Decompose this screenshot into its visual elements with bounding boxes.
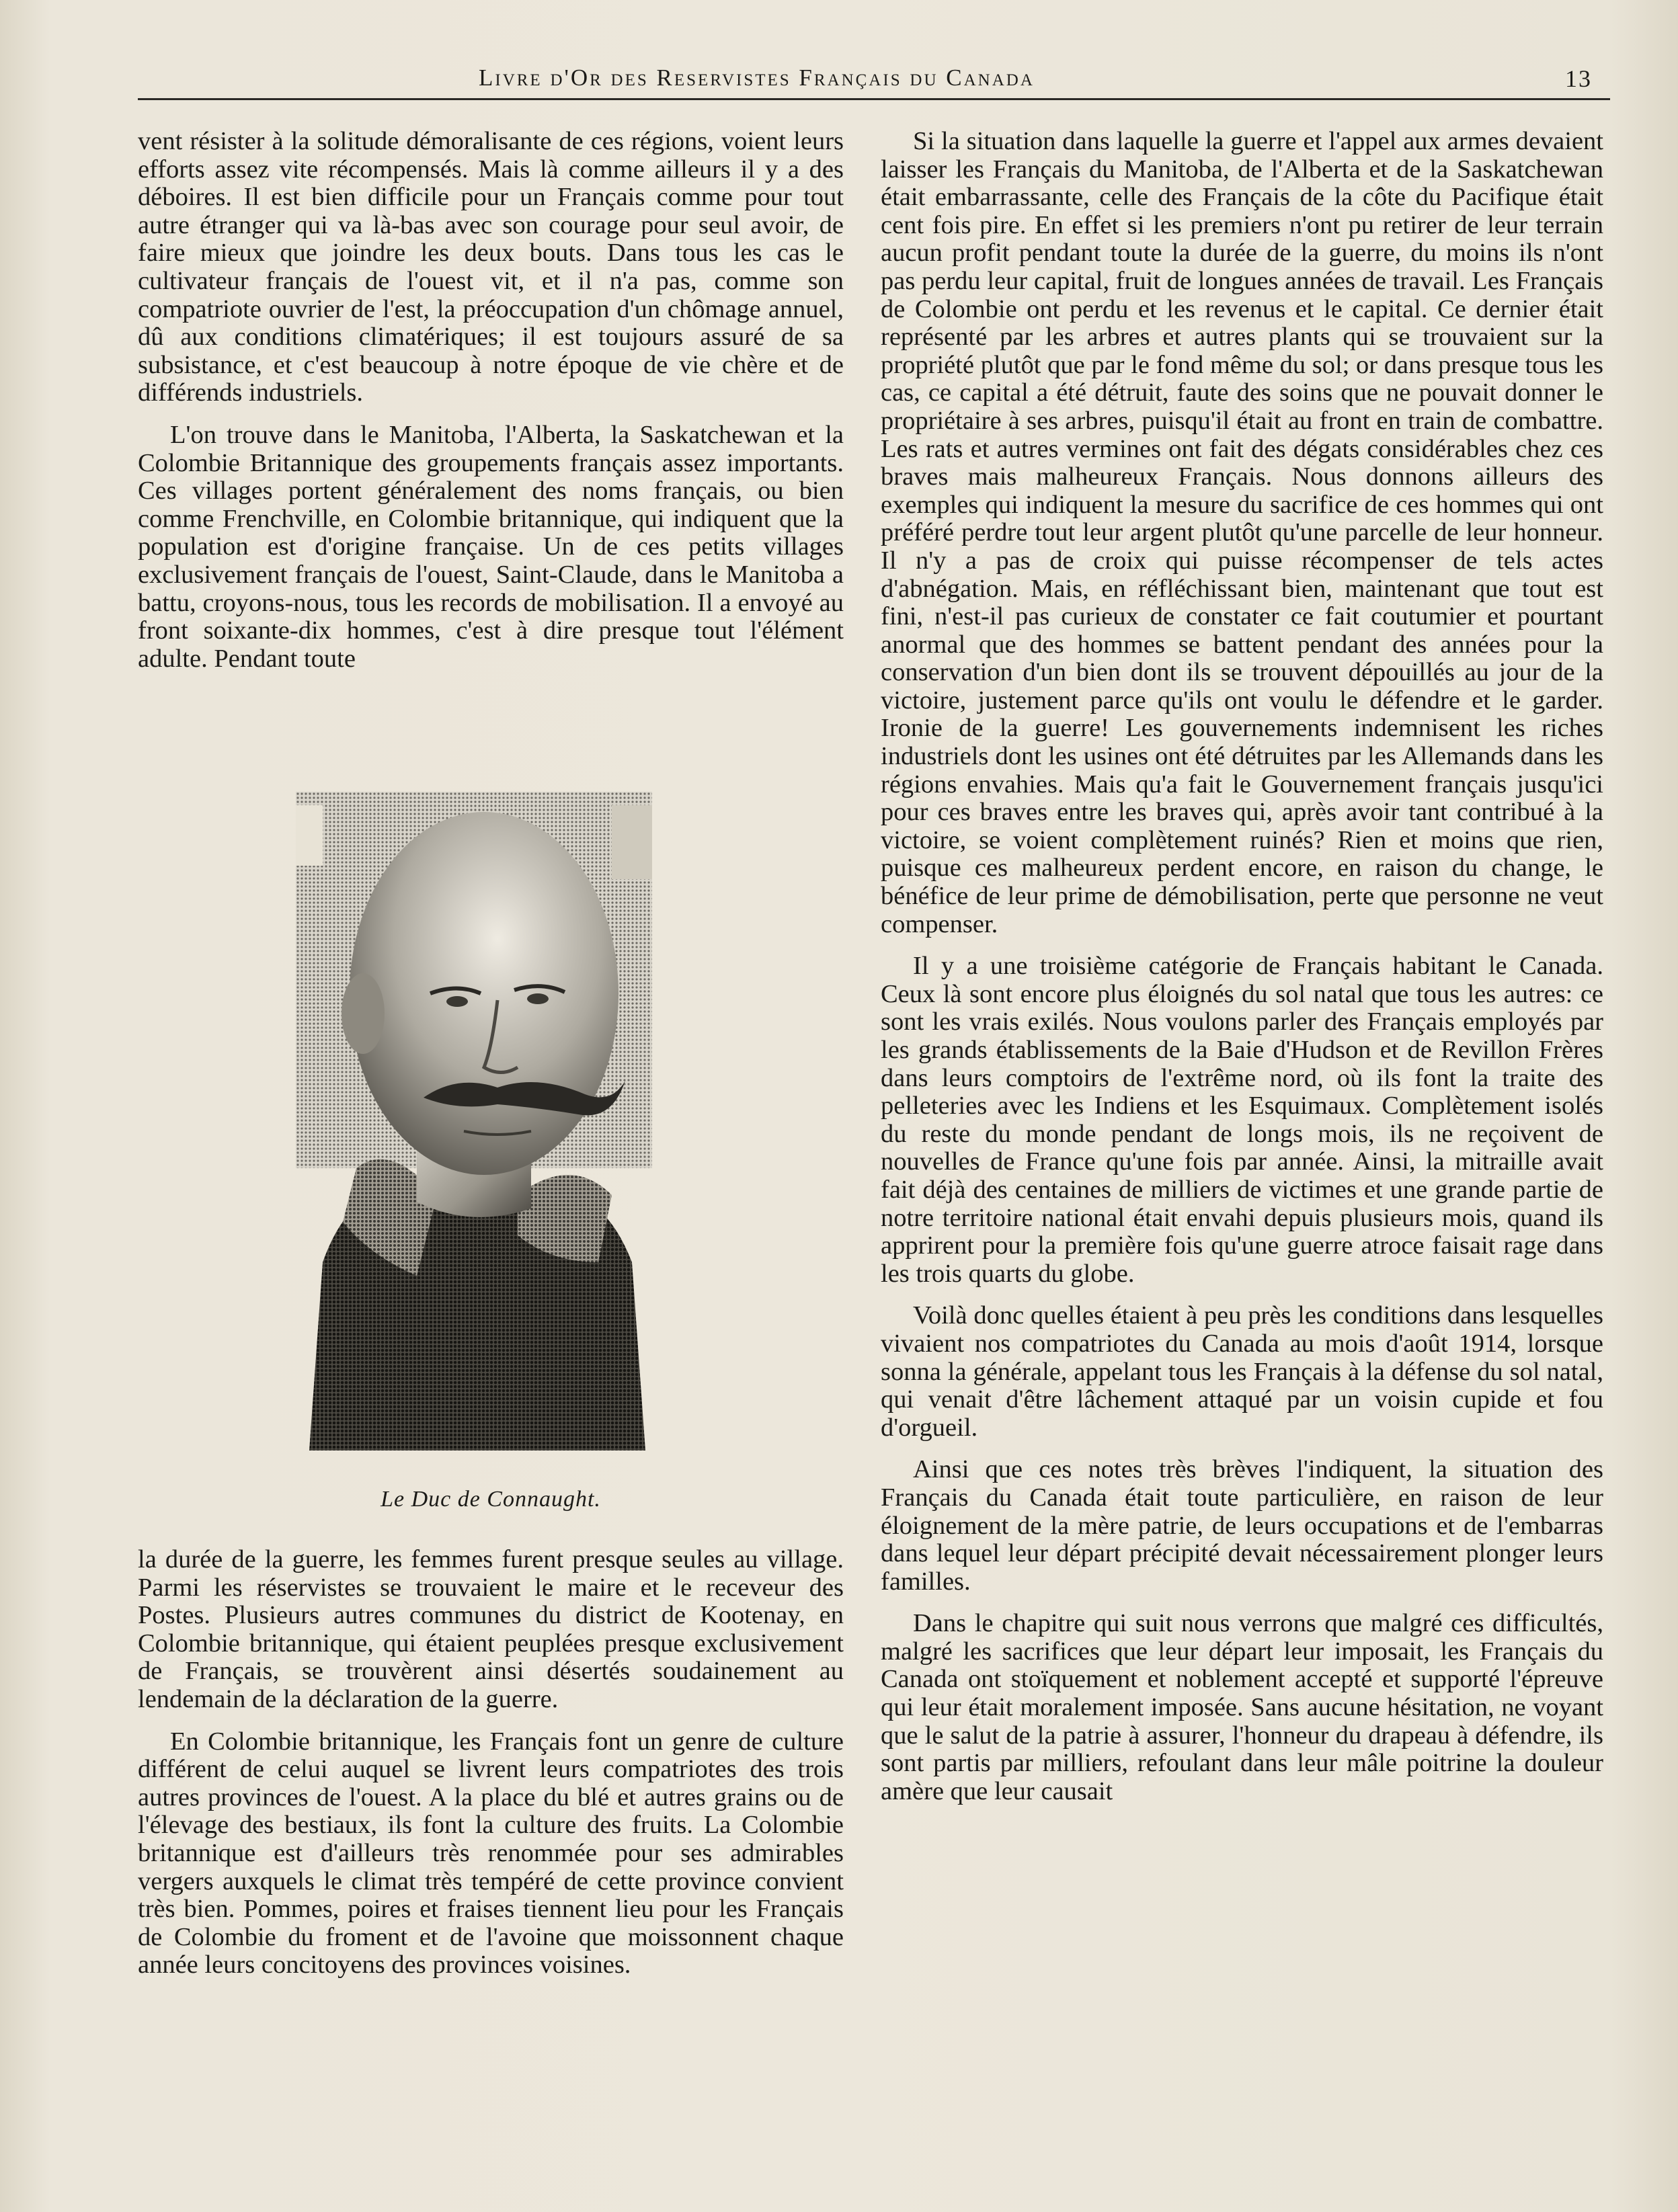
header-rule <box>138 98 1610 100</box>
paragraph: En Colombie britannique, les Français font un genre de culture différent de celui auquel se livrent leurs compatriotes des trois autres provinces de l'ouest. A la place du blé et autres grains ou de l'élevage des bestiaux, ils font la culture des fruits. La Colombie britannique est d'ailleurs très renommée pour ses admirables vergers auxquels le climat très tempéré de cette province convient très bien. Pommes, poires et fraises tiennent lieu pour les Français de Colombie du froment et de l'avoine que moissonnent chaque année leurs concitoyens des provinces voisines. <box>138 1727 844 1979</box>
page-number: 13 <box>1565 65 1592 92</box>
paragraph: Voilà donc quelles étaient à peu près les conditions dans lesquelles vivaient nos compatriotes du Canada au mois d'août 1914, lorsque sonna la générale, appelant tous les Français à la défense du sol natal, qui venait d'être lâchement attaqué par un voisin cupide et fou d'orgueil. <box>881 1301 1603 1442</box>
paragraph: la durée de la guerre, les femmes furent presque seules au village. Parmi les réservistes se trouvaient le maire et le receveur des Postes. Plusieurs autres communes du district de Kootenay, en Colombie britannique, qui étaient peuplées presque exclusivement de Français, se trouvèrent ainsi désertés soudainement au lendemain de la déclaration de la guerre. <box>138 1545 844 1713</box>
left-column-bottom <box>138 1546 844 1994</box>
paragraph: vent résister à la solitude démoralisante de ces régions, voient leurs efforts assez vite récompensés. Mais là comme ailleurs il y a des déboires. Il est bien difficile pour un Français comme pour tout autre étranger qui va là-bas avec son courage pour seul avoir, de faire mieux que joindre les deux bouts. Dans tous les cas le cultivateur français de l'ouest vit, et il n'a pas, comme son compatriote ouvrier de l'est, la préoccupation d'un chômage annuel, dû aux conditions climatériques; il est toujours assuré de sa subsistance, et c'est beaucoup à notre époque de vie chère et de différends industriels. <box>138 127 844 407</box>
paragraph: Il y a une troisième catégorie de Français habitant le Canada. Ceux là sont encore plus éloignés du sol natal que tous les autres: ce sont les vrais exilés. Nous voulons parler des Français employés par les grands établissements de la Baie d'Hudson et de Revillon Frères dans leurs comptoirs de l'extrême nord, où ils font la traite des pelleteries avec les Indiens et les Esquimaux. Complètement isolés du reste du monde pendant de longs mois, ils ne reçoivent de nouvelles de France qu'une fois par année. Ainsi, la mitraille avait fait déjà des centaines de milliers de victimes et une grande partie de notre territoire national était envahi depuis plusieurs mois, quand ils apprirent pour la première fois qu'une guerre atroce faisait rage dans les trois quarts du globe. <box>881 952 1603 1288</box>
portrait-figure <box>296 792 652 1477</box>
figure-caption: Le Duc de Connaught. <box>381 1487 601 1512</box>
running-title: Livre d'Or des Reservistes Français du Canada <box>479 65 1035 91</box>
portrait-image <box>296 792 652 1450</box>
left-column-top <box>138 128 844 687</box>
paragraph: Si la situation dans laquelle la guerre et l'appel aux armes devaient laisser les Français du Manitoba, de l'Alberta et de la Saskatchewan était embarrassante, celle des Français de la côte du Pacifique était cent fois pire. En effet si les premiers n'ont pu retirer de leur terrain aucun profit pendant toute la durée de la guerre, du moins ils n'ont pas perdu leur capital, fruit de longues années de travail. Les Français de Colombie ont perdu et les revenus et le capital. Ce dernier était représenté par les arbres et autres plants qui se trouvaient sur la propriété plutôt que par le fond même du sol; or dans presque tous les cas, ce capital a été détruit, faute des soins que ne pouvait donner le propriétaire à ses arbres, puisqu'il était au front en train de combattre. Les rats et autres vermines ont fait des dégats considérables chez ces braves mais malheureux Français. Nous donnons ailleurs des exemples qui indiquent la mesure du sacrifice de ces hommes qui ont préféré perdre tout leur argent plutôt qu'une parcelle de leur honneur. Il n'y a pas de croix qui puisse récompenser de tels actes d'abnégation. Mais, en réfléchissant bien, maintenant que tout est fini, n'est-il pas curieux de constater ce fait coutumier et pourtant anormal que des hommes se battent pendant des années pour la conservation d'un bien dont ils se trouvent dépouillés au jour de la victoire, justement parce qu'ils ont voulu le défendre et le garder. Ironie de la guerre! Les gouvernements indemnisent les riches industriels dont les usines ont été détruites par les Allemands dans les régions envahies. Mais qu'a fait le Gouvernement français jusqu'ici pour ces braves entre les braves qui, après avoir tant contribué à la victoire, se voient complètement ruinés? Rien et moins que rien, puisque ces malheureux perdent encore, en raison du change, le bénéfice de leur prime de démobilisation, perte que personne ne veut compenser. <box>881 127 1603 938</box>
paragraph: L'on trouve dans le Manitoba, l'Alberta, la Saskatchewan et la Colombie Britannique des groupements français assez importants. Ces villages portent généralement des noms français, ou bien comme Frenchville, en Colombie britannique, qui indiquent que la population est d'origine française. Un de ces petits villages exclusivement français de l'ouest, Saint-Claude, dans le Manitoba a battu, croyons-nous, tous les records de mobilisation. Il a envoyé au front soixante-dix hommes, c'est à dire presque tout l'élément adulte. Pendant toute <box>138 420 844 673</box>
right-column <box>881 128 1603 1819</box>
paragraph: Ainsi que ces notes très brèves l'indiquent, la situation des Français du Canada était toute particulière, en raison de leur éloignement de la mère patrie, de leurs occupations et de l'embarras dans lequel leur départ précipité devait nécessairement plonger leurs familles. <box>881 1455 1603 1596</box>
paragraph: Dans le chapitre qui suit nous verrons que malgré ces difficultés, malgré les sacrifices que leur départ leur imposait, les Français du Canada ont stoïquement et noblement accepté et supporté l'épreuve qui leur était moralement imposée. Sans aucune hésitation, ne voyant que le salut de la patrie à assurer, l'honneur du drapeau à défendre, ils sont partis par milliers, refoulant dans leur mâle poitrine la douleur amère que leur causait <box>881 1609 1603 1805</box>
